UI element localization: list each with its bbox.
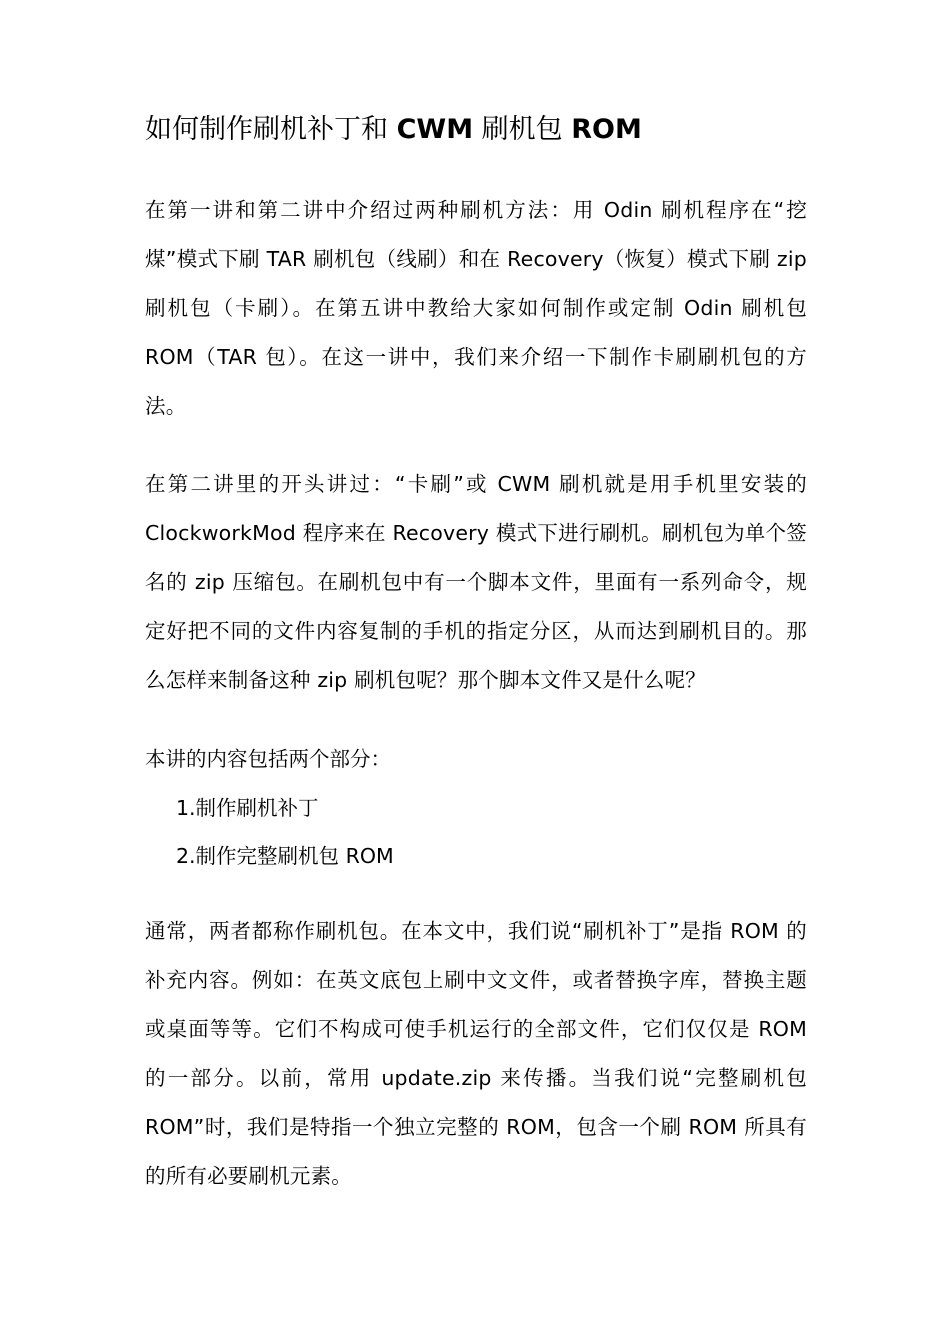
contents-list (176, 784, 394, 880)
title-text-1: 如何制作刷机补丁和 (145, 114, 397, 145)
list-item: 1.制作刷机补丁 (176, 796, 319, 820)
paragraph-definitions: 通常，两者都称作刷机包。在本文中，我们说“刷机补丁”是指 ROM 的补充内容。例如：在英文底包上刷中文文件，或者替换字库，替换主题或桌面等等。它们不构成可使手机运行的全部文件，它们仅仅是 ROM 的一部分。以前，常用 update.zip 来传播。当我们说“完整刷机包 ROM”时，我们是特指一个独立完整的 ROM，包含一个刷 ROM 所具有的所有必要刷机元素。 (145, 919, 807, 1188)
list-item: 2.制作完整刷机包 ROM (176, 844, 394, 868)
title-text-rom: ROM (571, 114, 642, 145)
paragraph-cwm-explanation: 在第二讲里的开头讲过：“卡刷”或 CWM 刷机就是用手机里安装的 ClockworkMod 程序来在 Recovery 模式下进行刷机。刷机包为单个签名的 zip 压缩包。在刷机包中有一个脚本文件，里面有一系列命令，规定好把不同的文件内容复制的手机的指定分区，从而达到刷机目的。那么怎样来制备这种 zip 刷机包呢？那个脚本文件又是什么呢？ (145, 472, 807, 692)
title-text-cwm: CWM (396, 114, 474, 145)
paragraph-intro: 在第一讲和第二讲中介绍过两种刷机方法：用 Odin 刷机程序在“挖煤”模式下刷 TAR 刷机包（线刷）和在 Recovery（恢复）模式下刷 zip 刷机包（卡刷）。在第五讲中教给大家如何制作或定制 Odin 刷机包 ROM（TAR 包）。在这一讲中，我们来介绍一下制作卡刷刷机包的方法。 (145, 198, 807, 418)
title-text-2: 刷机包 (473, 114, 572, 145)
document-title (145, 110, 815, 150)
contents-intro: 本讲的内容包括两个部分： (145, 747, 391, 771)
